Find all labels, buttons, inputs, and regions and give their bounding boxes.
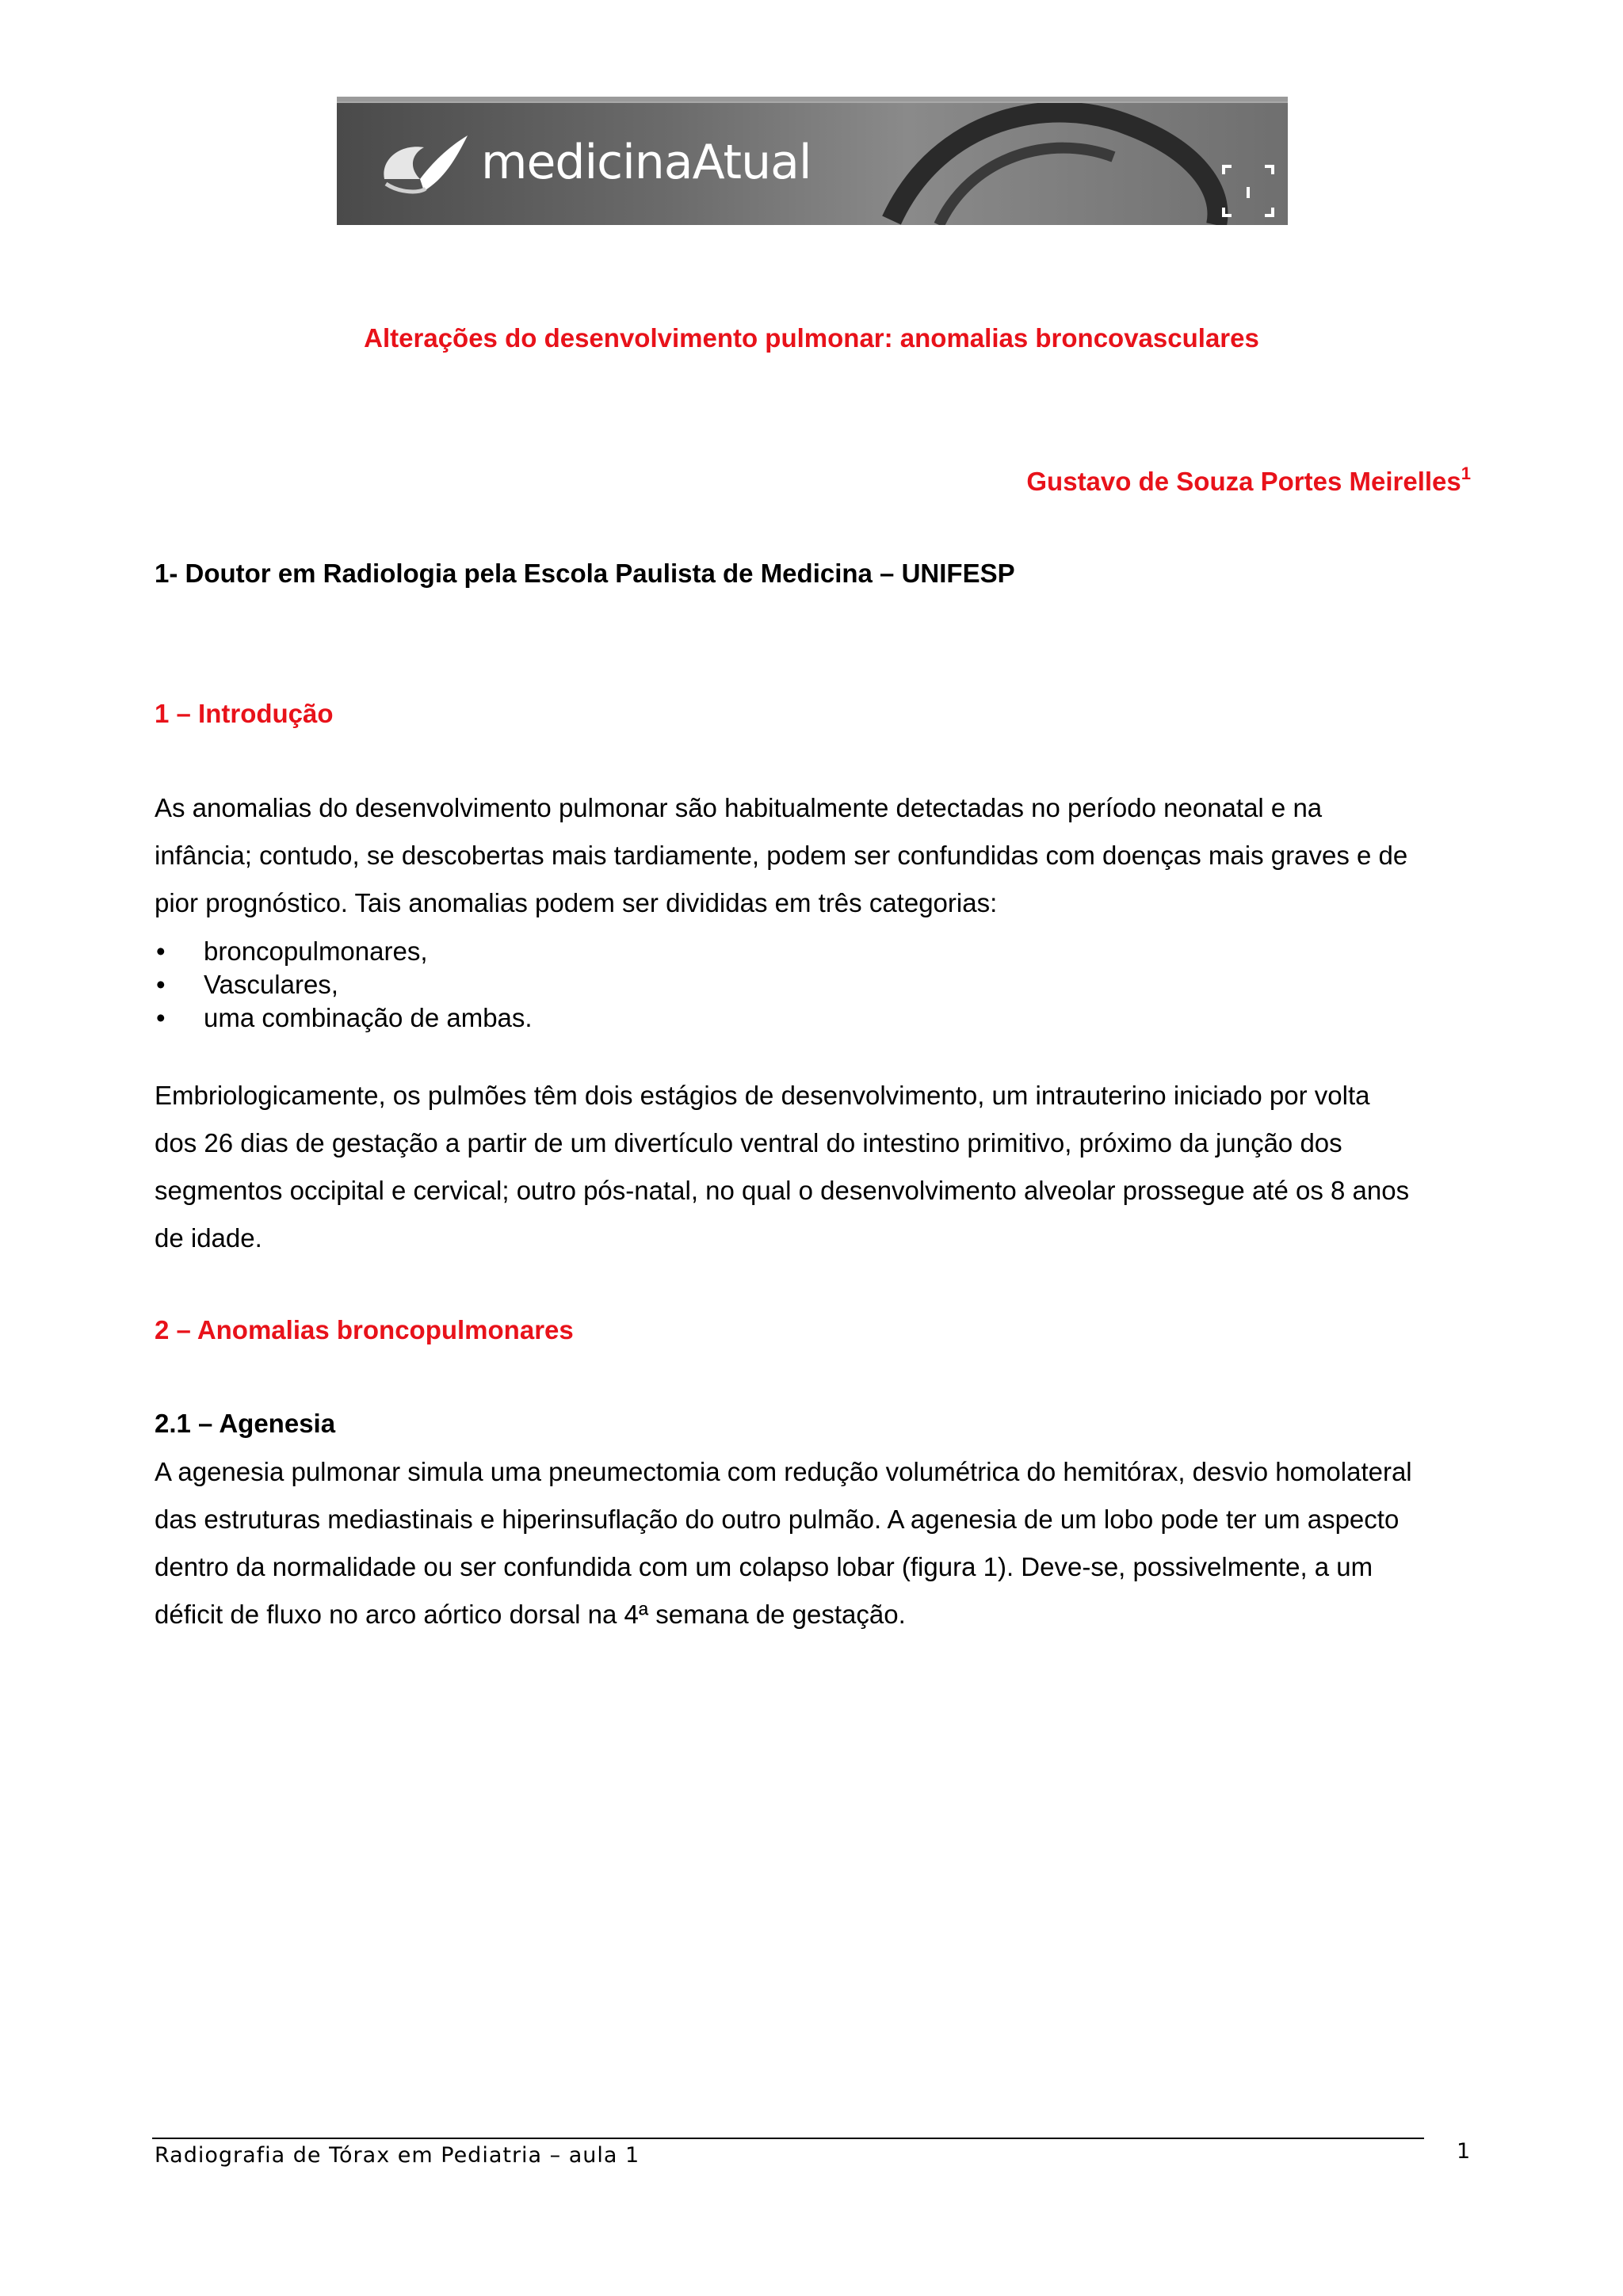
footer-divider (152, 2138, 1424, 2139)
list-item: • Vasculares, (155, 968, 533, 1001)
author-name-text: Gustavo de Souza Portes Meirelles (1026, 467, 1461, 496)
medicina-logo-icon (376, 132, 472, 195)
paragraph-line: das estruturas mediastinais e hiperinsuflação do outro pulmão. A agenesia de um lobo pode ter um aspecto (155, 1505, 1400, 1534)
agenesia-paragraph (155, 1448, 1474, 1638)
paragraph-line: de idade. (155, 1223, 262, 1253)
author-affiliation: 1- Doutor em Radiologia pela Escola Paulista de Medicina – UNIFESP (155, 559, 1015, 588)
paragraph-line: pior prognóstico. Tais anomalias podem ser divididas em três categorias: (155, 888, 998, 917)
paragraph-line: dentro da normalidade ou ser confundida com um colapso lobar (figura 1). Deve-se, possivelmente, a um (155, 1552, 1373, 1581)
paragraph-line: As anomalias do desenvolvimento pulmonar são habitualmente detectadas no período neonatal e na (155, 793, 1323, 822)
list-item: • broncopulmonares, (155, 935, 533, 968)
footer-course-title: Radiografia de Tórax em Pediatria – aula 1 (155, 2143, 640, 2168)
author-footnote-mark: 1 (1461, 463, 1471, 483)
brand-name: medicinaAtual (481, 135, 812, 190)
category-list (155, 935, 533, 1035)
paragraph-line: déficit de fluxo no arco aórtico dorsal na 4ª semana de gestação. (155, 1600, 906, 1629)
page-number: 1 (1457, 2139, 1471, 2164)
subsection-heading-agenesia: 2.1 – Agenesia (155, 1409, 336, 1438)
list-item: • uma combinação de ambas. (155, 1001, 533, 1035)
section-heading-anomalias: 2 – Anomalias broncopulmonares (155, 1315, 574, 1344)
intro-paragraph (155, 784, 1474, 927)
author-name (1026, 463, 1471, 497)
page-title: Alterações do desenvolvimento pulmonar: anomalias broncovasculares (364, 323, 1259, 353)
paragraph-line: infância; contudo, se descobertas mais tardiamente, podem ser confundidas com doenças mais graves e de (155, 841, 1408, 870)
embryology-paragraph (155, 1072, 1474, 1262)
paragraph-line: segmentos occipital e cervical; outro pós-natal, no qual o desenvolvimento alveolar prossegue até os 8 anos (155, 1176, 1410, 1205)
frame-corners-icon (1220, 163, 1276, 219)
paragraph-line: Embriologicamente, os pulmões têm dois estágios de desenvolvimento, um intrauterino iniciado por volta (155, 1081, 1370, 1110)
section-heading-introducao: 1 – Introdução (155, 699, 334, 728)
paragraph-line: dos 26 dias de gestação a partir de um divertículo ventral do intestino primitivo, próximo da junção dos (155, 1128, 1342, 1158)
stethoscope-graphic (337, 101, 1288, 225)
paragraph-line: A agenesia pulmonar simula uma pneumectomia com redução volumétrica do hemitórax, desvio homolateral (155, 1457, 1412, 1486)
header-banner (337, 97, 1288, 225)
